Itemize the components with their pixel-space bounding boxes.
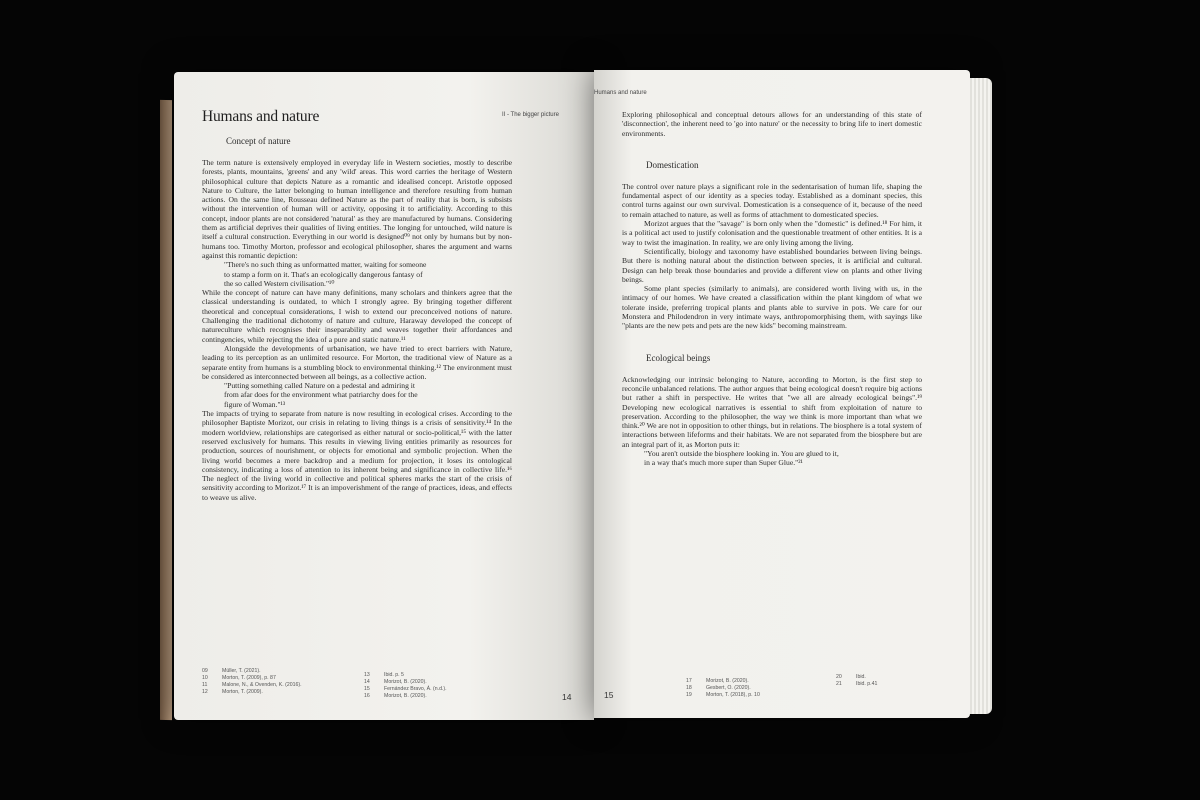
footnote <box>202 675 342 682</box>
footnote-number: 21 <box>836 681 842 687</box>
footnote-number: 19 <box>686 692 692 698</box>
footnote <box>364 693 504 700</box>
footnote <box>202 668 342 675</box>
open-book <box>160 60 1006 728</box>
footnote-number: 15 <box>364 686 370 692</box>
footnote <box>686 685 826 692</box>
page-number-left: 14 <box>562 692 572 702</box>
footnote-text: Morton, T. (2009). <box>222 689 263 695</box>
quote-line: in a way that's much more super than Super Glue."²¹ <box>644 458 803 468</box>
footnote-number: 11 <box>202 682 208 688</box>
quote-block <box>622 449 922 468</box>
footnote-number: 09 <box>202 668 208 674</box>
footnote <box>836 674 936 681</box>
footnote-text: Morizot, B. (2020). <box>384 693 427 699</box>
footnote-text: Morizot, B. (2020). <box>384 679 427 685</box>
section-heading-ecological: Ecological beings <box>646 352 711 363</box>
footnote-number: 16 <box>364 693 370 699</box>
footnote-number: 18 <box>686 685 692 691</box>
footnote-text: Morton, T. (2018), p. 10 <box>706 692 760 698</box>
footnote-number: 14 <box>364 679 370 685</box>
footnote-number: 10 <box>202 675 208 681</box>
footnote-text: Müller, T. (2021). <box>222 668 261 674</box>
paragraph-2: While the concept of nature can have many definitions, many scholars and thinkers agree that the classical understanding is outdated, to which I strongly agree. By bringing together different theoretical and conceptual considerations, I wish to extend our preconceived notions of nature. Challenging the traditional dichotomy of nature and culture, Haraway developed the concept of natureculture which recognises their inseparability and weaves together their affordances and contingencies, while rejecting the idea of a pure and static nature.¹¹ <box>202 288 512 344</box>
paragraph: The control over nature plays a significant role in the sedentarisation of human life, shaping the fundamental aspect of our identity as a species today. Established as a dominant species, this control turns against our own survival. Domestication is a consequence of it, because of the need to remain attached to nature, as well as forms of attachment to domesticated species. <box>622 181 922 219</box>
quote-line: the so called Western civilisation."¹⁰ <box>224 278 335 288</box>
paragraph: Scientifically, biology and taxonomy have established boundaries between living beings. But there is nothing natural about the distinction between species, it is artificial and cultural. Design can help break those boundaries and provide a different view on plants and other living beings. <box>622 246 922 284</box>
footnote <box>364 686 504 693</box>
footnotes-col-2 <box>364 672 504 700</box>
paragraph-1: The term nature is extensively employed in everyday life in Western societies, mostly to describe forests, plants, mountains, 'greens' and any 'wild' areas. This word carries the heritage of Western philosophical culture that depicts Nature as a romantic and idealised concept. Aristotle opposed Nature to Culture, the latter belonging to human intelligence and therefore resulting from human actions. On the same line, Rousseau defined Nature as the part of reality that is born, is subsists without the intervention of human will or activity, opposing it to artificiality. According to this concept, indoor plants are not considered 'natural' as they are manufactured by humans. Considering them as artificial deprives their qualities of living entities. The longing for untouched, wild nature is itself a cultural construction. Everything in our world is designed⁰⁹ not only by humans but by non-humans too. Timothy Morton, professor and ecological philosopher, shares the argument and warns against this romantic depiction: <box>202 158 512 260</box>
footnote-text: Malone, N., & Ovenden, K. (2016). <box>222 682 302 688</box>
footnote-text: Ibid. <box>856 674 866 680</box>
footnote-text: Fernández Bravo, Á. (n.d.). <box>384 686 447 692</box>
intro-paragraph: Exploring philosophical and conceptual detours allows for an understanding of this state of 'disconnection', the inherent need to 'go into nature' or the necessity to bring life to inert domestic environments. <box>622 110 922 138</box>
running-head-section: Humans and nature <box>594 90 647 96</box>
footnote <box>202 689 342 696</box>
footnote-text: Ibid. p. 5 <box>384 672 404 678</box>
book-cover-edge <box>160 100 172 720</box>
footnote-text: Ibid. p.41 <box>856 681 878 687</box>
left-page <box>174 72 594 720</box>
quote-block-2 <box>202 381 512 409</box>
footnote-number: 20 <box>836 674 842 680</box>
footnote-text: Gesbert, O. (2020). <box>706 685 751 691</box>
footnote <box>364 679 504 686</box>
footnote <box>836 681 936 688</box>
quote-block-1 <box>202 260 512 288</box>
paragraph-3: Alongside the developments of urbanisation, we have tried to erect barriers with Nature, leading to its perception as an unlimited resource. For Morton, the traditional view of Nature as a separate entity from humans is a stumbling block to environmental thinking.¹² The environment must be considered as interconnected between all beings, as a collective action. <box>202 343 512 381</box>
page-edges <box>970 78 992 714</box>
paragraph: Morizot argues that the "savage" is born only when the "domestic" is defined.¹⁸ For him, it is a political act used to justify colonisation and the questionable treatment of other entities. It is a way to twist the imagination. In reality, we are only living among the living. <box>622 219 922 247</box>
footnote-text: Morizot, B. (2020). <box>706 678 749 684</box>
quote-line: "Putting something called Nature on a pedestal and admiring it <box>224 381 416 391</box>
footnote <box>686 678 826 685</box>
footnote-number: 17 <box>686 678 692 684</box>
quote-line: from afar does for the environment what patriarchy does for the <box>224 390 418 400</box>
quote-line: "You aren't outside the biosphere looking in. You are glued to it, <box>644 449 839 459</box>
right-page-content <box>622 110 922 468</box>
footnote <box>202 682 342 689</box>
footnotes-col-1 <box>202 668 342 696</box>
quote-line: figure of Woman."¹³ <box>224 399 286 409</box>
footnote <box>364 672 504 679</box>
footnote-number: 13 <box>364 672 370 678</box>
footnote-number: 12 <box>202 689 208 695</box>
quote-line: to stamp a form on it. That's an ecologically dangerous fantasy of <box>224 269 423 279</box>
quote-line: "There's no such thing as unformatted matter, waiting for someone <box>224 260 427 270</box>
section-heading-domestication: Domestication <box>646 159 699 170</box>
footnotes-col-1 <box>686 678 826 699</box>
footnote-text: Morton, T. (2009), p. 87 <box>222 675 276 681</box>
page-number-right: 15 <box>604 690 614 700</box>
paragraph: Some plant species (similarly to animals), are considered worth living with us, in the intimacy of our homes. We have created a classification within the plant kingdom of what we tolerate inside, preferring tropical plants and plants able to survive in pots. We care for our Monstera and Philodendron in very intimate ways, anthropomorphising them, with sayings like "plants are the new pets and pets are the new kids" becoming mainstream. <box>622 284 922 331</box>
footnotes-col-2 <box>836 674 936 688</box>
page-title: Humans and nature <box>202 108 320 125</box>
paragraph-4: The impacts of trying to separate from nature is now resulting in ecological crises. According to the philosopher Baptiste Morizot, our crisis in relating to living things is a crisis of sensitivity.¹⁴ In the modern worldview, relationships are categorised as either natural or socio-political,¹⁵ with the latter reserved exclusively for humans. This results in viewing living entities primarily as resources for production, sources of nourishment, or objects for emotional and symbolic projection. When the living world becomes a mere backdrop and a medium for projection, it loses its ontological consistency, indicating a loss of attention to its inherent being and significance in collective life.¹⁶ The neglect of the living world in collective and political spheres marks the start of the crisis of sensitivity according to Morizot.¹⁷ It is an impoverishment of the range of practices, ideas, and effects to weave us alive. <box>202 409 512 502</box>
running-head-chapter: II - The bigger picture <box>502 112 559 118</box>
left-page-content <box>202 108 512 502</box>
paragraph: Acknowledging our intrinsic belonging to Nature, according to Morton, is the first step to reconcile unbalanced relations. The author argues that being ecological doesn't require big actions but rather a shift in perspective. He writes that "we all are already ecological beings".¹⁹ Developing new ecological narratives is essential to shift from exploitation of nature to preservation. According to the philosopher, the way we think is more important than what we think.²⁰ We are not in opposition to other things, but in relations. The biosphere is a total system of interactions between lifeforms and their habitats. We are not separated from the biosphere but are an integral part of it, as Morton puts it: <box>622 374 922 449</box>
footnote <box>686 692 826 699</box>
section-heading-concept: Concept of nature <box>226 136 291 146</box>
